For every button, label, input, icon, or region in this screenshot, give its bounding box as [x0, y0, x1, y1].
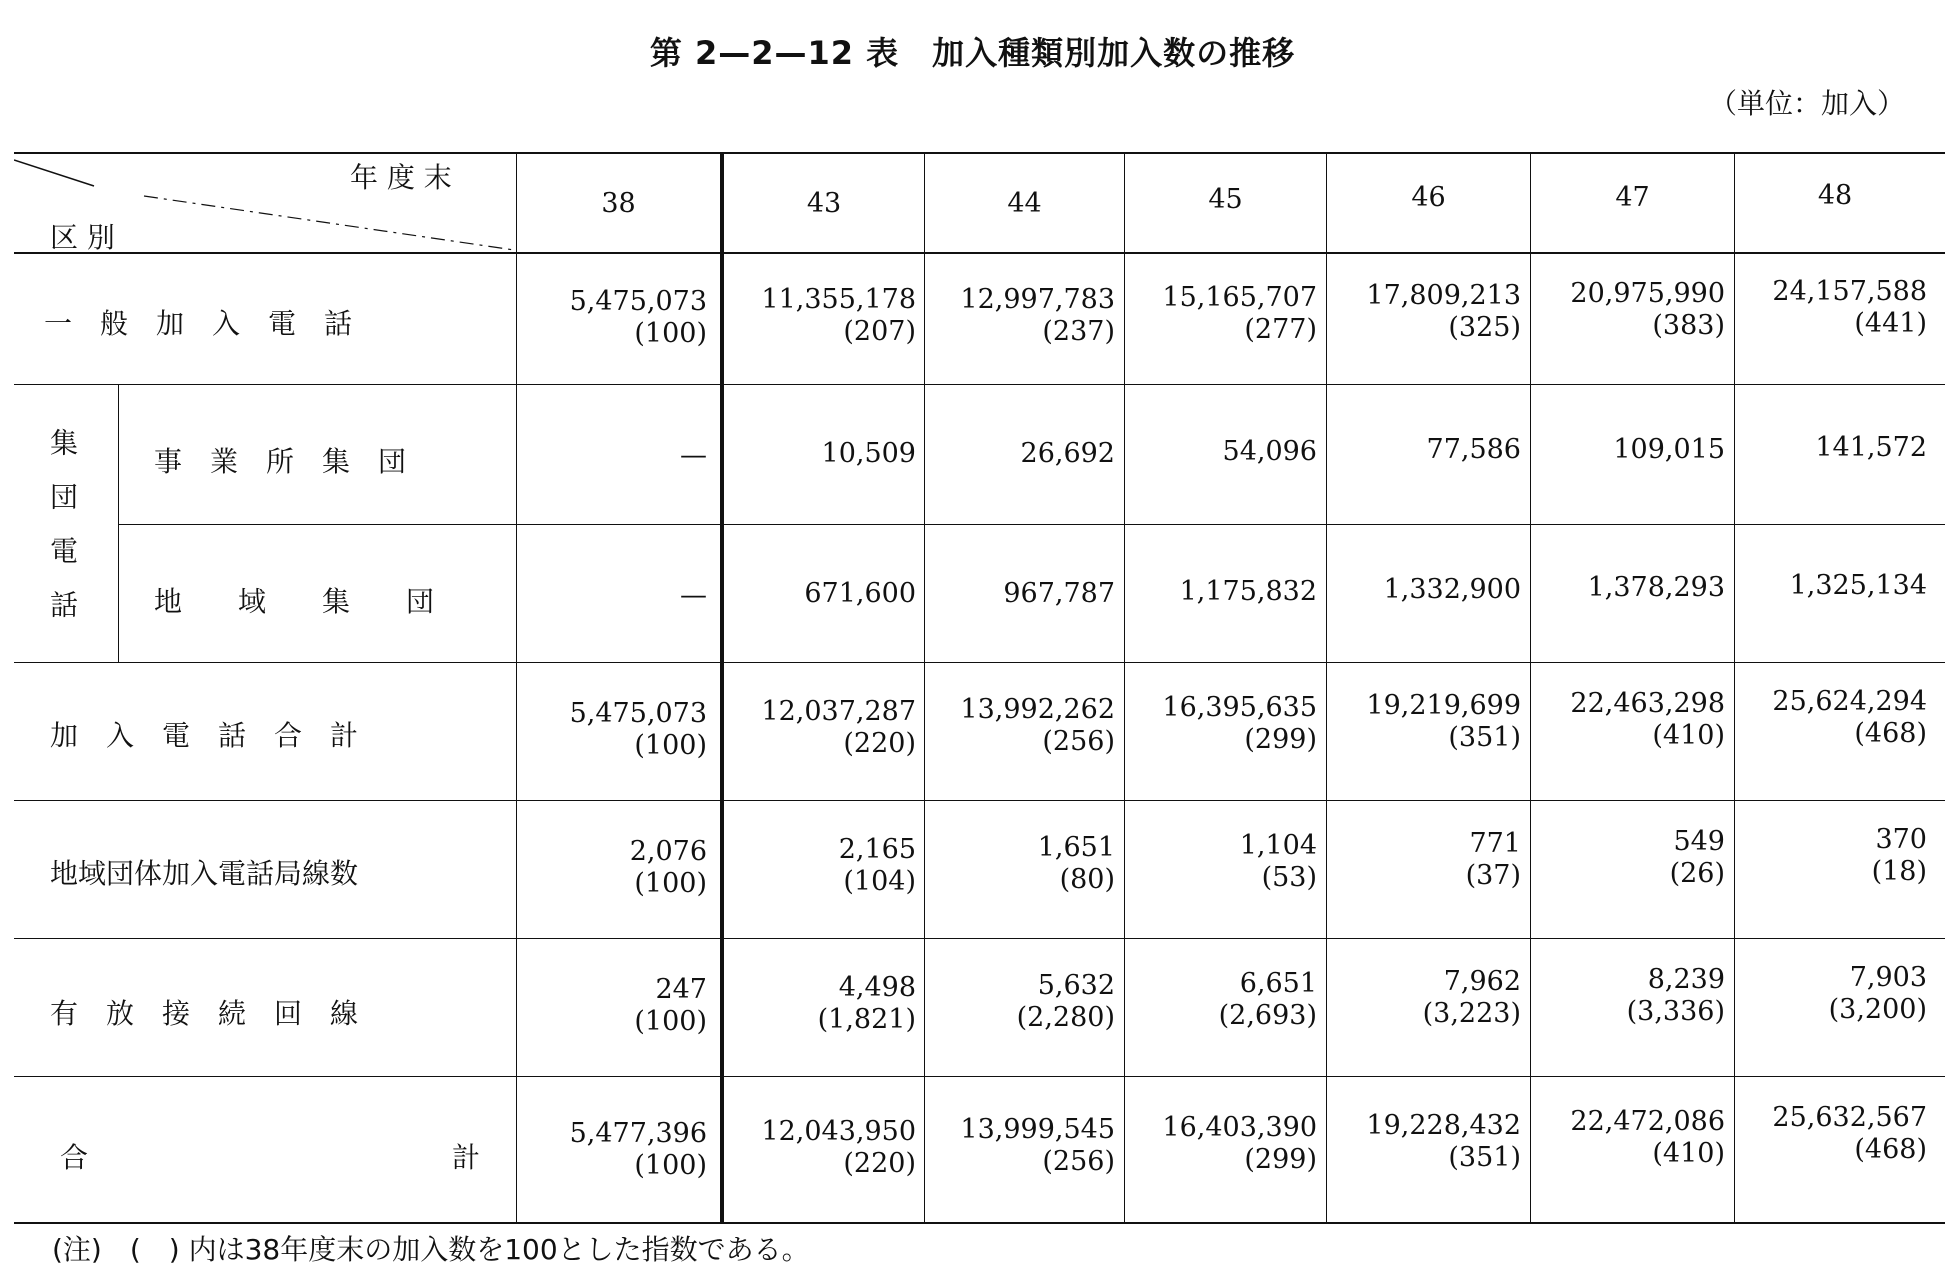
business-45: 54,096: [1222, 436, 1317, 467]
total-38: 5,477,396 (100): [569, 1118, 707, 1181]
broadcast-48: 7,903 (3,200): [1828, 962, 1927, 1025]
data-table: [14, 152, 1945, 1224]
regional-43: 671,600: [804, 578, 916, 609]
total-48: 25,632,567 (468): [1772, 1102, 1927, 1165]
year-header-44: 44: [1007, 188, 1042, 219]
year-header-48: 48: [1817, 180, 1853, 211]
year-header-45: 45: [1208, 184, 1243, 215]
regional-lines-45: 1,104 (53): [1239, 830, 1317, 893]
regional-47: 1,378,293: [1587, 572, 1725, 603]
table-title: 第 2—2—12 表 加入種類別加入数の推移: [649, 34, 1296, 72]
total-44: 13,999,545 (256): [960, 1114, 1115, 1177]
header-corner-category: 区 別: [50, 221, 115, 254]
general-45: 15,165,707 (277): [1162, 282, 1317, 345]
footnote: (注) ( ) 内は38年度末の加入数を100とした指数である。: [52, 1233, 810, 1266]
rule-lines-bottom: [14, 938, 1945, 939]
regional-lines-38: 2,076 (100): [629, 836, 707, 899]
row-label-total-right: 計: [452, 1141, 481, 1174]
rule-group-divider: [118, 384, 119, 662]
subtotal-48: 25,624,294 (468): [1772, 686, 1927, 749]
general-44: 12,997,783 (237): [960, 284, 1115, 347]
rule-broadcast-bottom: [14, 1076, 1945, 1077]
business-44: 26,692: [1020, 438, 1115, 469]
broadcast-47: 8,239 (3,336): [1626, 964, 1725, 1027]
regional-lines-46: 771 (37): [1465, 828, 1521, 891]
header-corner-year: 年 度 末: [350, 161, 452, 194]
business-43: 10,509: [821, 438, 916, 469]
rule-group-mid: [118, 524, 1945, 525]
year-header-38: 38: [601, 188, 636, 219]
regional-48: 1,325,134: [1789, 570, 1927, 601]
regional-lines-43: 2,165 (104): [838, 834, 916, 897]
group-label-vertical: 集団電話: [46, 428, 79, 644]
business-46: 77,586: [1426, 434, 1521, 465]
subtotal-43: 12,037,287 (220): [761, 696, 916, 759]
general-47: 20,975,990 (383): [1570, 278, 1725, 341]
regional-38: —: [680, 580, 707, 611]
row-label-general: 一 般 加 入 電 話: [44, 307, 353, 340]
total-45: 16,403,390 (299): [1162, 1112, 1317, 1175]
broadcast-43: 4,498 (1,821): [817, 972, 916, 1035]
total-43: 12,043,950 (220): [761, 1116, 916, 1179]
unit-label: （単位：加入）: [1708, 87, 1905, 120]
year-header-47: 47: [1615, 182, 1650, 213]
general-38: 5,475,073 (100): [569, 286, 707, 349]
rule-bottom: [14, 1222, 1945, 1224]
broadcast-38: 247 (100): [634, 974, 707, 1037]
regional-lines-44: 1,651 (80): [1037, 832, 1115, 895]
regional-lines-48: 370 (18): [1871, 824, 1927, 887]
subtotal-38: 5,475,073 (100): [569, 698, 707, 761]
subtotal-44: 13,992,262 (256): [960, 694, 1115, 757]
business-47: 109,015: [1613, 434, 1725, 465]
broadcast-46: 7,962 (3,223): [1422, 966, 1521, 1029]
total-46: 19,228,432 (351): [1366, 1110, 1521, 1173]
broadcast-45: 6,651 (2,693): [1218, 968, 1317, 1031]
broadcast-44: 5,632 (2,280): [1016, 970, 1115, 1033]
total-47: 22,472,086 (410): [1570, 1106, 1725, 1169]
row-label-broadcast: 有 放 接 続 回 線: [50, 997, 359, 1030]
business-48: 141,572: [1815, 432, 1927, 463]
row-label-regional: 地 域 集 団: [154, 585, 435, 618]
year-header-43: 43: [806, 188, 842, 219]
subtotal-45: 16,395,635 (299): [1162, 692, 1317, 755]
general-48: 24,157,588 (441): [1772, 276, 1927, 339]
general-43: 11,355,178 (207): [761, 284, 916, 347]
rule-row1-bottom: [14, 384, 1945, 385]
regional-45: 1,175,832: [1179, 576, 1317, 607]
row-label-regional-lines: 地域団体加入電話局線数: [50, 857, 359, 890]
general-46: 17,809,213 (325): [1366, 280, 1521, 343]
row-label-subtotal: 加 入 電 話 合 計: [50, 719, 359, 752]
regional-lines-47: 549 (26): [1669, 826, 1725, 889]
row-label-business: 事 業 所 集 団: [154, 445, 407, 478]
subtotal-47: 22,463,298 (410): [1570, 688, 1725, 751]
row-label-total-left: 合: [60, 1141, 89, 1174]
rule-group-bottom: [14, 662, 1945, 663]
subtotal-46: 19,219,699 (351): [1366, 690, 1521, 753]
regional-44: 967,787: [1003, 578, 1115, 609]
regional-46: 1,332,900: [1383, 574, 1521, 605]
business-38: —: [680, 440, 707, 471]
year-header-46: 46: [1411, 182, 1446, 213]
rule-subtotal-bottom: [14, 800, 1945, 801]
